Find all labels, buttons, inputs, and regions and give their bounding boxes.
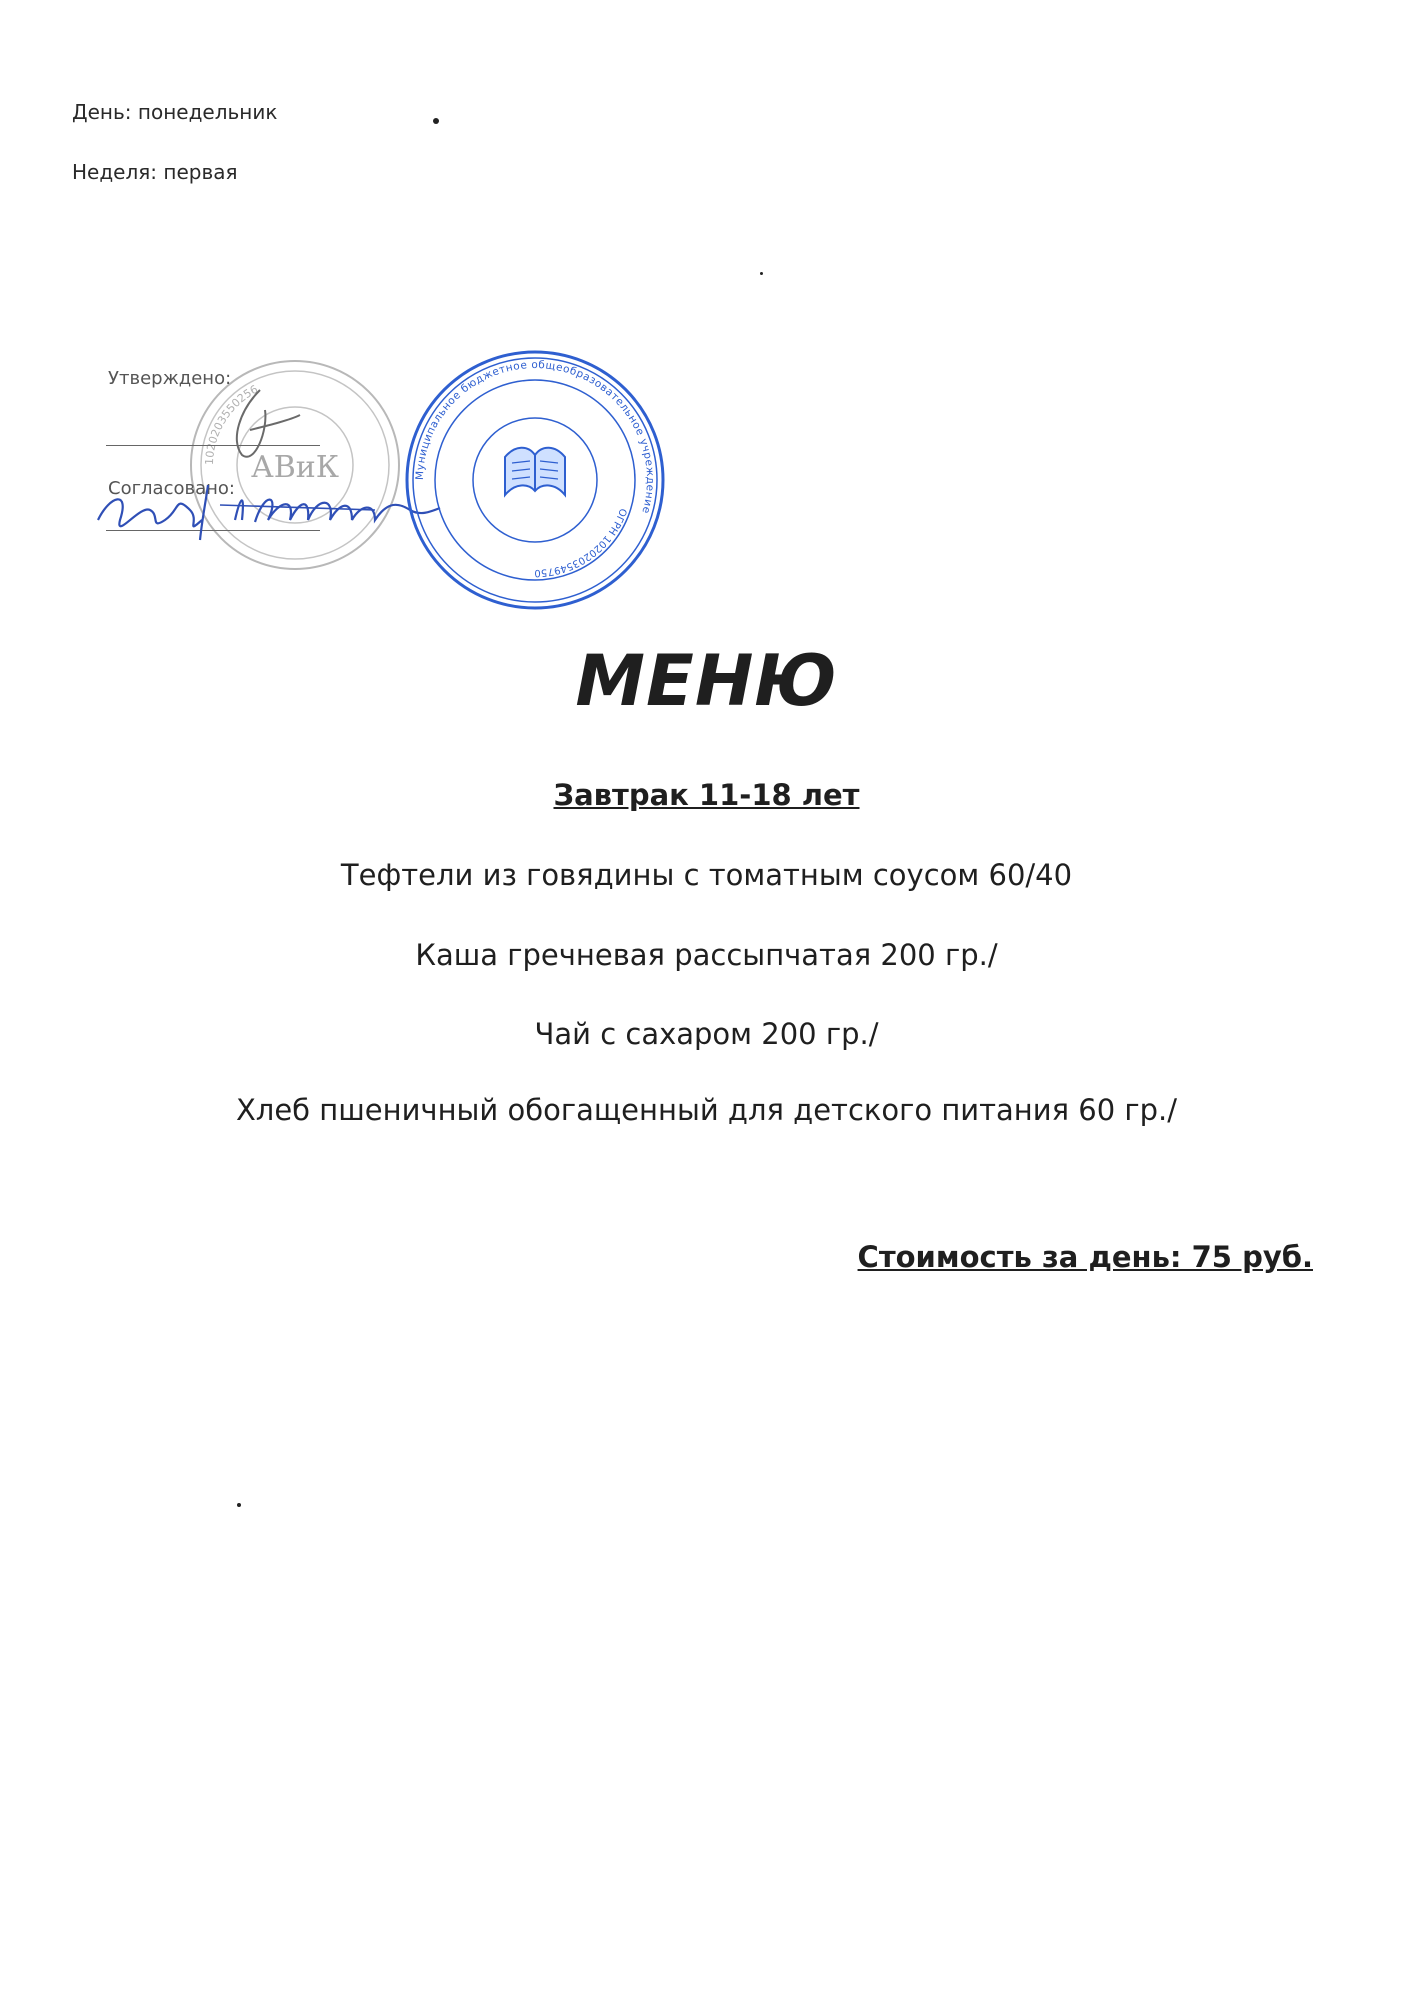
school-round-stamp xyxy=(400,345,670,619)
menu-subtitle: Завтрак 11-18 лет xyxy=(553,778,860,812)
approved-label: Утверждено: xyxy=(108,368,232,389)
grey-stamp-center-text: АВиК xyxy=(251,450,339,485)
open-book-icon xyxy=(505,448,565,495)
blue-stamp-ring-text: Муниципальное бюджетное общеобразовательное учреждение xyxy=(413,358,657,516)
scan-speck xyxy=(760,272,763,275)
scan-speck xyxy=(237,1503,241,1507)
menu-item: Каша гречневая рассыпчатая 200 гр./ xyxy=(415,938,998,972)
agreed-label: Согласовано: xyxy=(108,478,235,499)
menu-item: Тефтели из говядины с томатным соусом 60/40 xyxy=(340,858,1073,892)
scan-speck xyxy=(433,118,439,124)
grey-stamp-ring-text: 1020203550256 xyxy=(202,382,261,466)
handwritten-signature xyxy=(90,370,450,570)
menu-item: Хлеб пшеничный обогащенный для детского питания 60 гр./ xyxy=(235,1093,1178,1127)
menu-item: Чай с сахаром 200 гр./ xyxy=(534,1017,879,1051)
week-label: Неделя: первая xyxy=(72,160,238,184)
blue-stamp-ogrn: ОГРН 1020203549750 xyxy=(534,506,629,579)
day-label: День: понедельник xyxy=(72,100,278,124)
daily-cost: Стоимость за день: 75 руб. xyxy=(857,1240,1313,1274)
menu-title: МЕНЮ xyxy=(575,640,838,722)
